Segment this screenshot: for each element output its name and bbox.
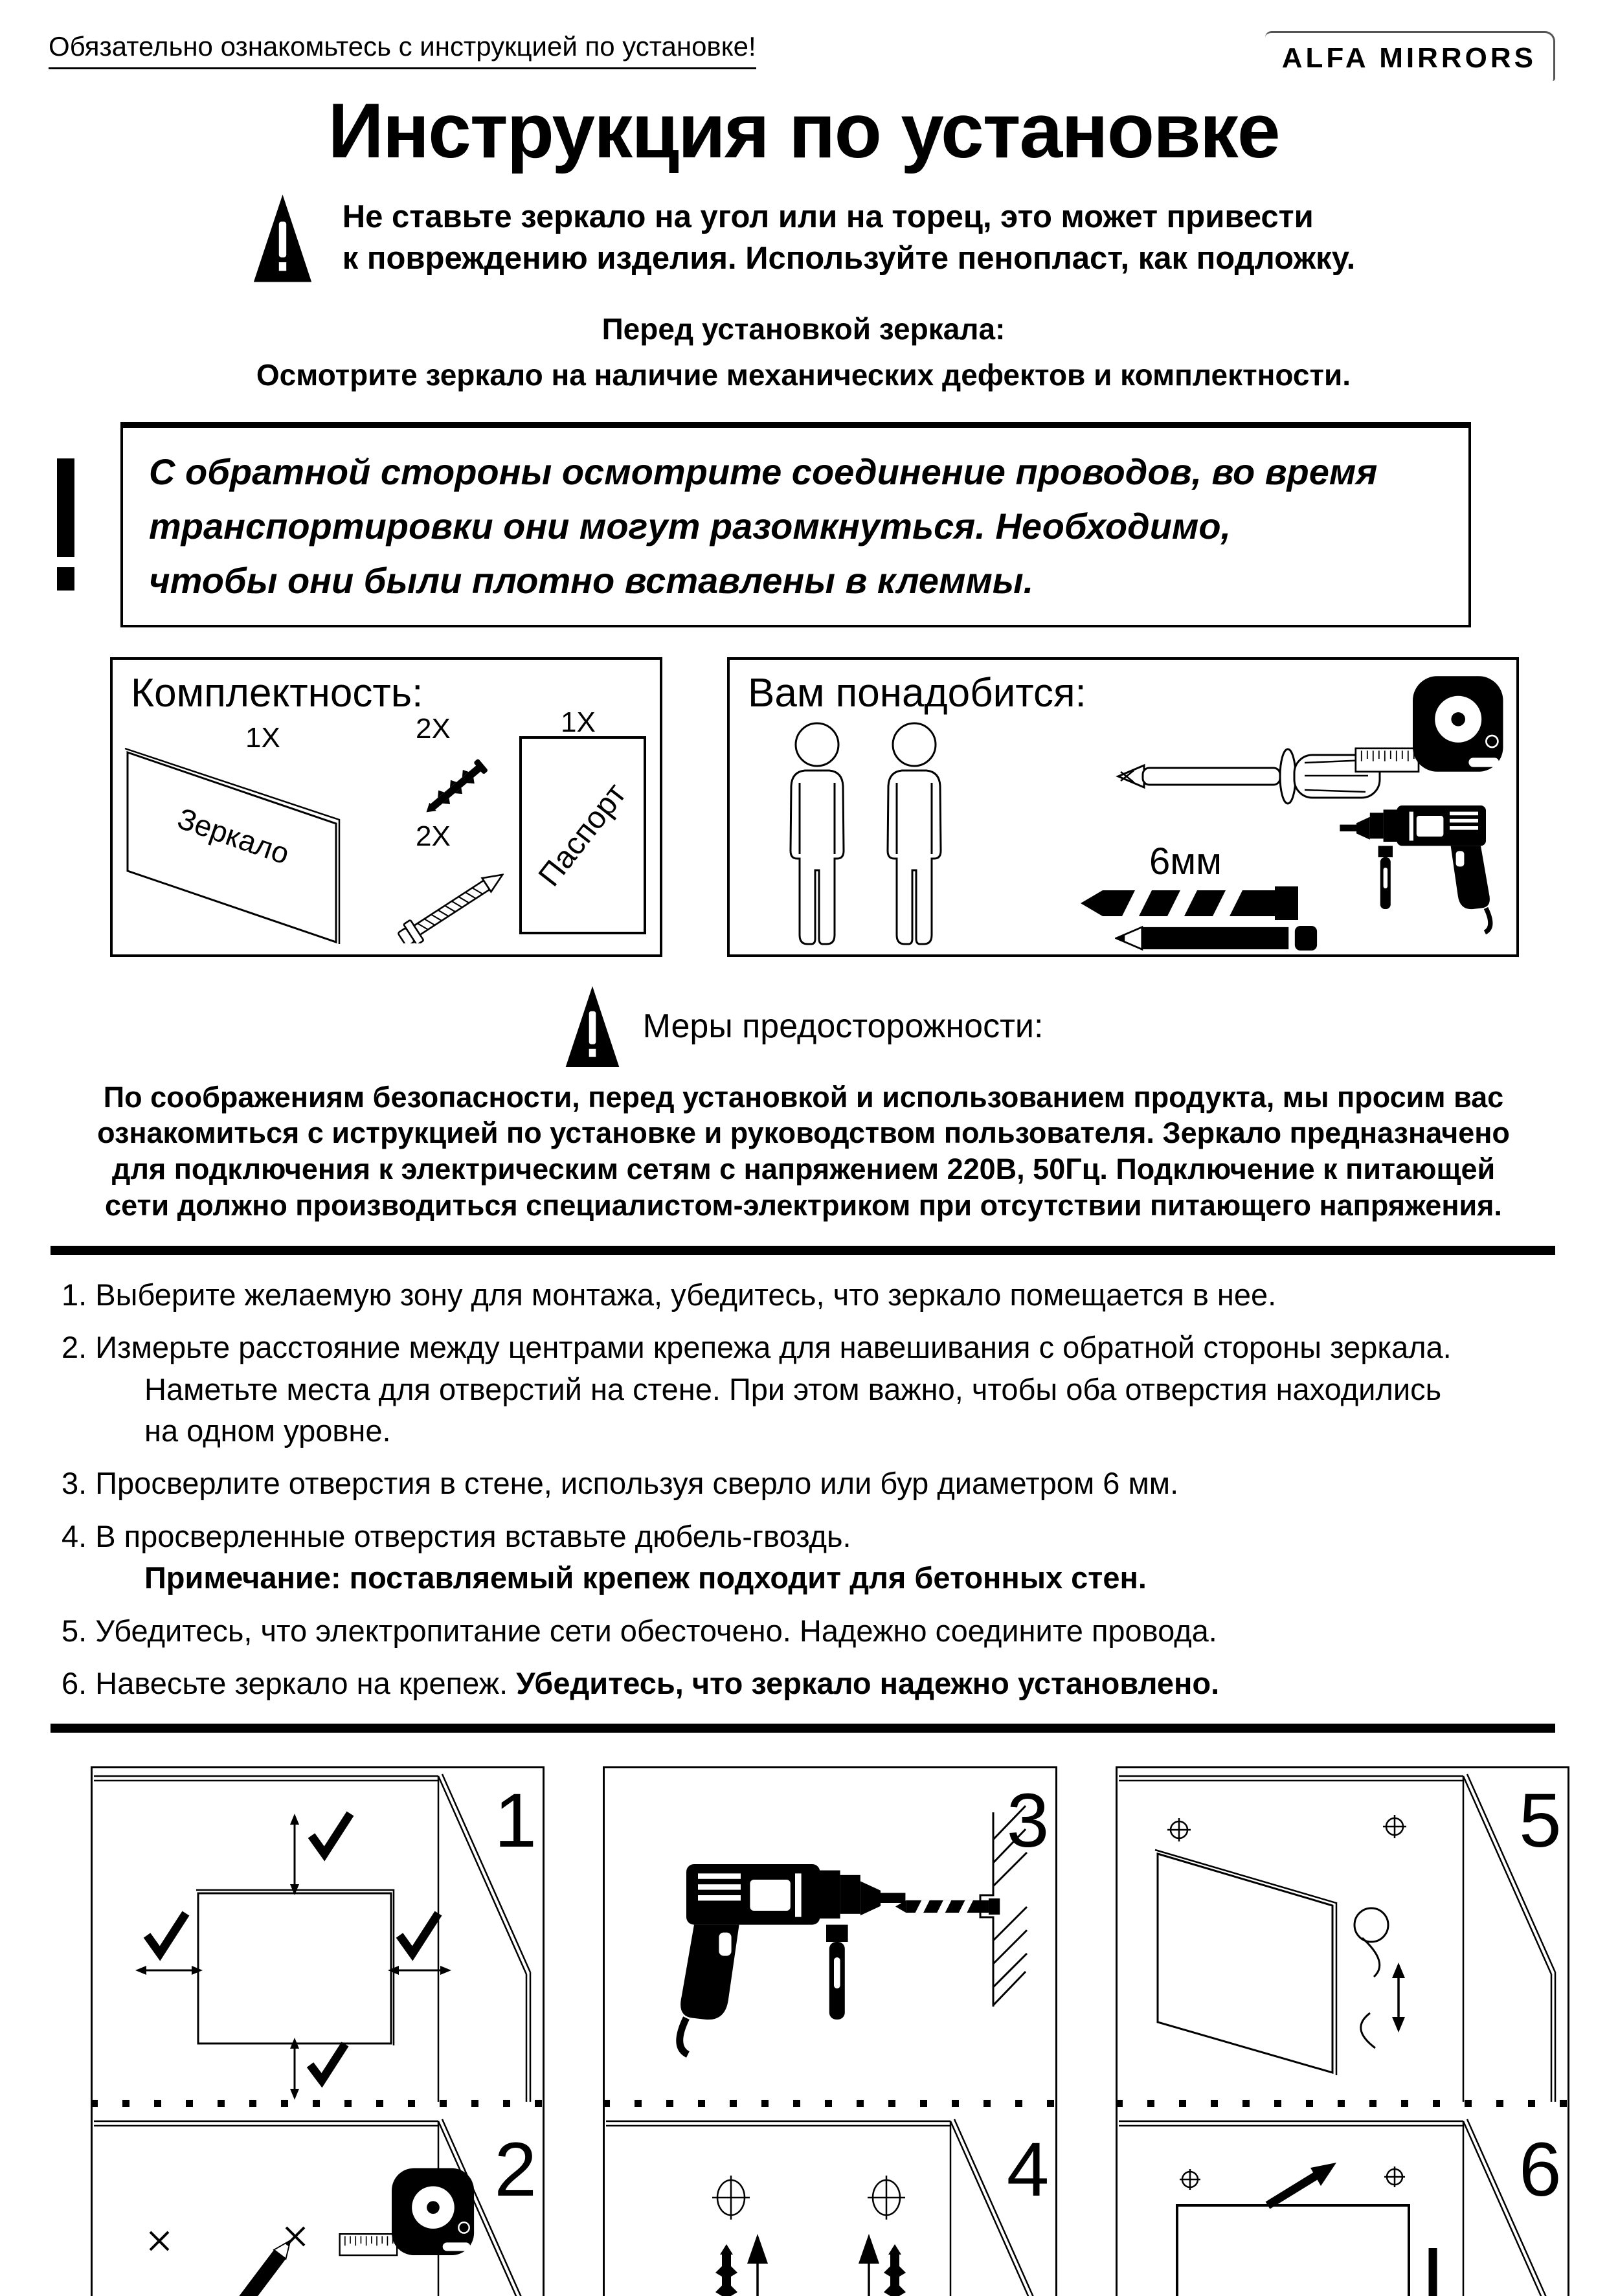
tools-heading: Вам понадобится:	[748, 670, 1086, 715]
hang-mirror-drawing	[1118, 2107, 1571, 2296]
corner-warning	[0, 190, 1607, 287]
wall-mirror-fit-drawing	[93, 1768, 546, 2103]
mandatory-note: Обязательно ознакомьтесь с инструкцией по установке!	[49, 31, 756, 69]
kit-heading: Комплектность:	[131, 670, 423, 715]
drilling-drawing	[605, 1768, 1058, 2103]
passport-qty: 1X	[561, 706, 596, 738]
diagram-step-6	[1118, 2107, 1571, 2296]
drill-bit-icon	[895, 1898, 1000, 1915]
mirror-icon	[122, 736, 388, 950]
kit-box	[110, 657, 662, 957]
mirror-icon	[1177, 2205, 1409, 2296]
drill-icon	[1332, 780, 1501, 939]
diagram-panels	[91, 1766, 1569, 2296]
mirror-icon	[1158, 1854, 1332, 2073]
wall-marking-drawing	[93, 2107, 546, 2296]
before-install-text: Осмотрите зеркало на наличие механических дефектов и комплектности.	[256, 358, 1351, 392]
divider-line	[51, 1246, 1555, 1255]
panel-number: 4	[1006, 2127, 1050, 2213]
mirror-qty: 1X	[245, 721, 280, 754]
tools-box	[727, 657, 1519, 957]
passport-label: Паспорт	[532, 777, 633, 894]
diagram-step-5	[1118, 1768, 1571, 2103]
hole-mark	[1167, 1815, 1406, 1841]
drill-size-label: 6мм	[1149, 840, 1222, 883]
panel-number: 3	[1006, 1778, 1050, 1864]
wires-note-box: С обратной стороны осмотрите соединение проводов, во время транспортировки они могут разомкнуться. Необходимо, чтобы они были плотно вставлены в клеммы.	[120, 422, 1471, 627]
step-1: 1. Выберите желаемую зону для монтажа, убедитесь, что зеркало помещается в нее.	[62, 1277, 1277, 1312]
page-title: Инструкция по установке	[328, 87, 1279, 174]
two-persons-icon	[775, 721, 969, 949]
tape-measure-icon	[1354, 671, 1506, 788]
warning-triangle-icon	[564, 983, 621, 1070]
panel-column-3	[1116, 1766, 1569, 2296]
step-2: 2. Измерьте расстояние между центрами крепежа для навешивания с обратной стороны зеркала. Наметьте места для отверстий на стене. При этом важно, чтобы оба отверстия находились на одном уровне.	[62, 1330, 1452, 1448]
before-install	[0, 306, 1607, 399]
dowel-icon	[715, 2244, 737, 2296]
screw-icon	[385, 846, 514, 943]
wires-note	[51, 422, 1471, 627]
boxes-row	[110, 657, 1607, 957]
dowel-qty: 2X	[416, 712, 451, 745]
panel-number: 5	[1519, 1778, 1562, 1864]
wire	[1362, 1938, 1380, 1977]
wire	[1360, 2013, 1375, 2048]
panel-number: 6	[1519, 2127, 1562, 2213]
step-6: 6. Навесьте зеркало на крепеж. Убедитесь, что зеркало надежно установлено.	[62, 1665, 1220, 1700]
screw-qty: 2X	[416, 820, 451, 852]
corner-warning-text: Не ставьте зеркало на угол или на торец, это может привести к повреждению изделия. Используйте пенопласт, как подложку.	[342, 199, 1356, 276]
diagram-step-2	[93, 2107, 546, 2296]
warning-triangle-icon	[252, 190, 313, 287]
wire-connection-drawing	[1118, 1768, 1571, 2103]
steps-list	[62, 1277, 1568, 1702]
hole-mark	[712, 2176, 750, 2220]
dowel-icon	[884, 2244, 906, 2296]
panel-number: 2	[494, 2127, 537, 2213]
pencil-icon	[1115, 924, 1318, 952]
precautions-text: По соображениям безопасности, перед установкой и использованием продукта, мы просим вас ознакомиться с иструкцией по установке и руководством пользователя. Зеркало предназначено для подключения к электрическим сетям с напряжением 220В, 50Гц. Подключение к питающей сети должно производиться специалистом-электриком при отсутствии питающего напряжения.	[97, 1080, 1510, 1222]
passport-icon	[519, 736, 646, 934]
diagram-step-3	[605, 1768, 1058, 2103]
hole-mark	[868, 2176, 905, 2220]
dotted-divider	[91, 2100, 545, 2107]
precautions-heading-row	[0, 983, 1607, 1070]
panel-column-2	[603, 1766, 1057, 2296]
dowel-insert-drawing	[605, 2107, 1058, 2296]
panel-number: 1	[494, 1778, 537, 1864]
divider-line	[51, 1724, 1555, 1733]
step-5: 5. Убедитесь, что электропитание сети обесточено. Надежно соедините провода.	[62, 1613, 1217, 1648]
drill-bit-icon	[1079, 885, 1299, 921]
tape-measure-icon	[340, 2168, 474, 2255]
exclamation-icon	[51, 422, 80, 627]
header	[0, 0, 1607, 81]
step-4: 4. В просверленные отверстия вставьте дюбель-гвоздь. Примечание: поставляемый крепеж подходит для бетонных стен.	[62, 1518, 1147, 1595]
drill-icon	[680, 1864, 906, 2054]
dowel-icon	[398, 743, 514, 833]
dotted-divider	[1116, 2100, 1569, 2107]
precautions-heading: Меры предосторожности:	[642, 1007, 1044, 1046]
svg-text:Зеркало: Зеркало	[173, 800, 294, 871]
panel-column-1	[91, 1766, 545, 2296]
brand-logo: ALFA MIRRORS	[1265, 31, 1555, 81]
before-install-heading: Перед установкой зеркала:	[601, 312, 1006, 346]
diagram-step-1	[93, 1768, 546, 2103]
wire-loop	[1354, 1908, 1388, 1942]
diagram-step-4	[605, 2107, 1058, 2296]
step-3: 3. Просверлите отверстия в стене, используя сверло или бур диаметром 6 мм.	[62, 1466, 1179, 1501]
dotted-divider	[603, 2100, 1057, 2107]
pencil-icon	[203, 2236, 297, 2296]
